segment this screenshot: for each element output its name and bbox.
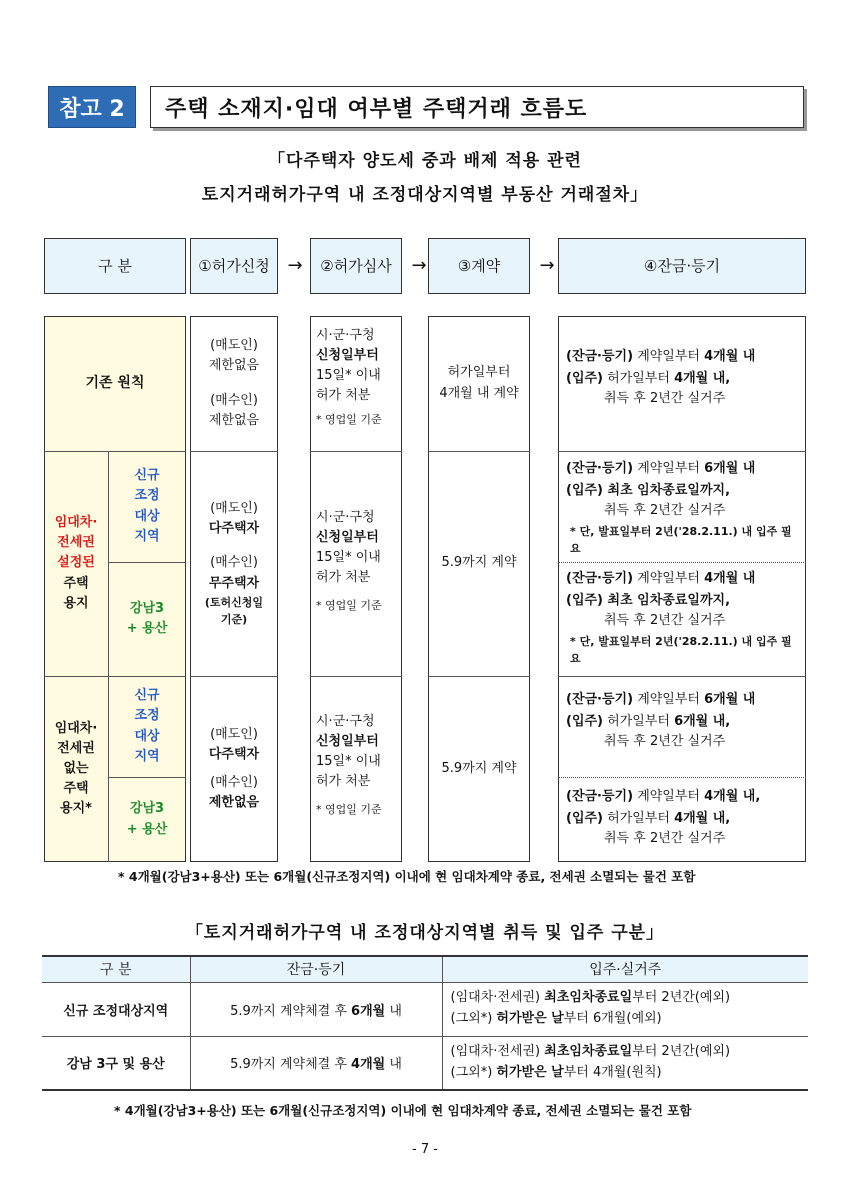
group2-closing-gangnam: (잔금·등기) 계약일부터 4개월 내 (입주) 최초 임차종료일까지, 취득 후 2년간 실거주 * 단, 발표일부터 2년('28.2.11.) 내 입주 필요 (566, 571, 792, 666)
flow-subtitle-line2: 토지거래허가구역 내 조정대상지역별 부동산 거래절차」 (201, 185, 649, 205)
table-row (42, 982, 808, 1036)
table-footnote: * 4개월(강남3+용산) 또는 6개월(신규조정지역) 이내에 현 임대차계약 종료, 전세권 소멸되는 물건 포함 (114, 1103, 692, 1118)
table-cell-residence: (임대차·전세권) 최초임차종료일부터 2년간(예외) (그외*) 허가받은 날부터 6개월(예외) (442, 982, 808, 1036)
row1-application: (매도인) 제한없음 (매수인) 제한없음 (208, 338, 260, 428)
arrow-icon: → (287, 255, 303, 276)
group3-closing-new-region: (잔금·등기) 계약일부터 6개월 내 (입주) 허가일부터 6개월 내, 취득 후 2년간 실거주 (566, 692, 756, 750)
table-header-row (42, 956, 808, 982)
page-title: 주택 소재지·임대 여부별 주택거래 흐름도 (150, 86, 804, 128)
table-subtitle: 「토지거래허가구역 내 조정대상지역별 취득 및 입주 구분」 (185, 923, 665, 943)
table-header-residence: 입주·실거주 (442, 956, 808, 982)
flow-header-category: 구 분 (44, 238, 186, 294)
row1-review: 시·군·구청 신청일부터 15일* 이내 허가 처분 * 영업일 기준 (316, 328, 382, 426)
group3-sub-gangnam: 강남3 + 용산 (126, 801, 168, 837)
group2-label: 임대차· 전세권 설정된 주택 용지 (54, 515, 98, 611)
table-row (42, 1036, 808, 1090)
page-number: - 7 - (412, 1142, 438, 1157)
group2-application: (매도인) 다주택자 (매수인) 무주택자 (토허신청일 기준) (204, 501, 264, 626)
group2-review: 시·군·구청 신청일부터 15일* 이내 허가 처분 * 영업일 기준 (316, 510, 382, 612)
row1-label: 기존 원칙 (85, 374, 145, 391)
group3-review: 시·군·구청 신청일부터 15일* 이내 허가 처분 * 영업일 기준 (316, 714, 382, 816)
table-header-closing: 잔금·등기 (190, 956, 442, 982)
group2-sub-gangnam: 강남3 + 용산 (126, 600, 168, 636)
flow-footnote: * 4개월(강남3+용산) 또는 6개월(신규조정지역) 이내에 현 임대차계약 종료, 전세권 소멸되는 물건 포함 (118, 869, 696, 884)
table-header-category: 구 분 (42, 956, 190, 982)
group3-contract: 5.9까지 계약 (441, 760, 517, 776)
group2-sub-new-region: 신규 조정 대상 지역 (134, 468, 160, 544)
row1-contract: 허가일부터 4개월 내 계약 (439, 365, 519, 401)
table-cell-category: 신규 조정대상지역 (42, 982, 190, 1036)
group3-closing-gangnam: (잔금·등기) 계약일부터 4개월 내, (입주) 허가일부터 4개월 내, 취득 후 2년간 실거주 (566, 789, 761, 847)
flow-header-step4: ④잔금·등기 (558, 238, 806, 294)
group3-sub-new-region: 신규 조정 대상 지역 (134, 688, 160, 764)
flow-header-step1: ①허가신청 (190, 238, 278, 294)
group2-closing-new-region: (잔금·등기) 계약일부터 6개월 내 (입주) 최초 임차종료일까지, 취득 후 2년간 실거주 * 단, 발표일부터 2년('28.2.11.) 내 입주 필요 (566, 461, 792, 556)
table-cell-category: 강남 3구 및 용산 (42, 1036, 190, 1090)
flow-header-step3: ③계약 (428, 238, 530, 294)
arrow-icon: → (539, 255, 555, 276)
group2-contract: 5.9까지 계약 (441, 555, 517, 571)
acquisition-table (42, 955, 808, 1091)
table-cell-closing: 5.9까지 계약체결 후 4개월 내 (190, 1036, 442, 1090)
table-cell-closing: 5.9까지 계약체결 후 6개월 내 (190, 982, 442, 1036)
group3-application: (매도인) 다주택자 (매수인) 제한없음 (208, 726, 260, 811)
group3-label: 임대차· 전세권 없는 주택 용지* (54, 720, 98, 817)
arrow-icon: → (411, 255, 427, 276)
flow-header-step2: ②허가심사 (310, 238, 402, 294)
flow-subtitle-line1: 「다주택자 양도세 중과 배제 적용 관련 (268, 151, 582, 171)
table-cell-residence: (임대차·전세권) 최초임차종료일부터 2년간(예외) (그외*) 허가받은 날부터 4개월(원칙) (442, 1036, 808, 1090)
row1-closing: (잔금·등기) 계약일부터 4개월 내 (입주) 허가일부터 4개월 내, 취득 후 2년간 실거주 (566, 349, 756, 407)
reference-badge: 참고 2 (48, 86, 136, 128)
